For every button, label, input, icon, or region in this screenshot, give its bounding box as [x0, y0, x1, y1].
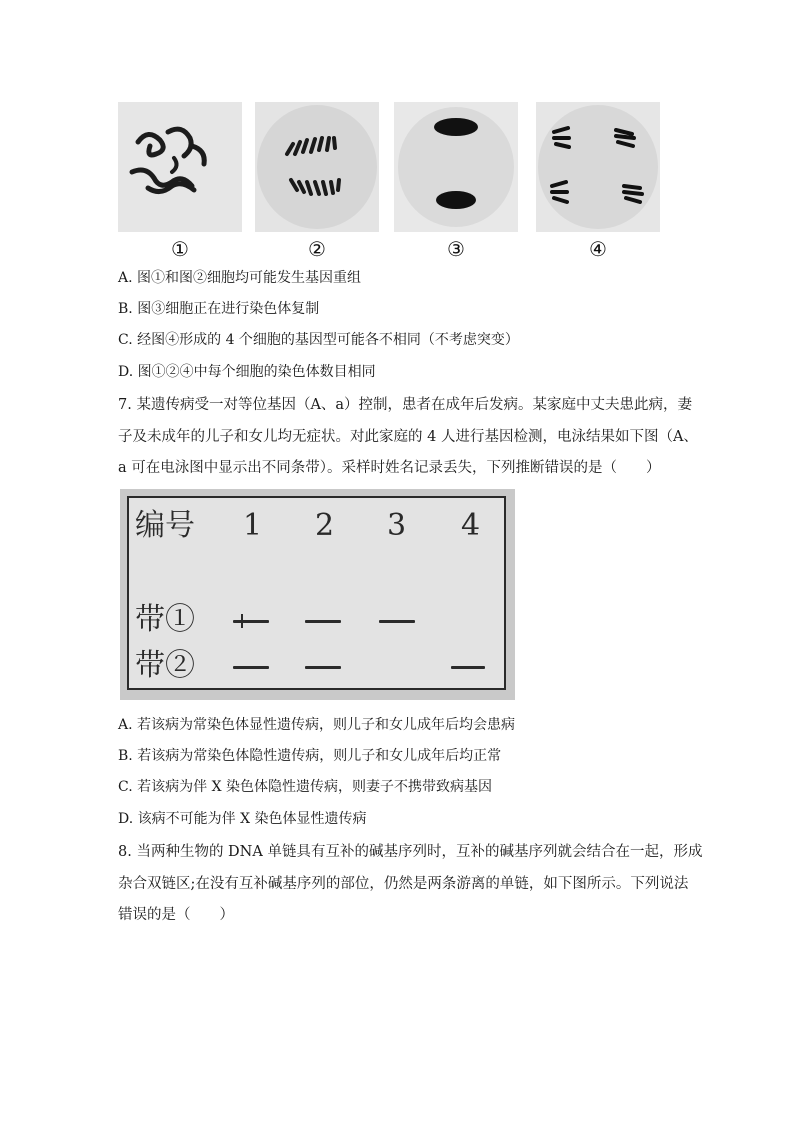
q7-stem-line-2: 子及未成年的儿子和女儿均无症状。对此家庭的 4 人进行基因检测，电泳结果如下图（A、 — [118, 429, 698, 445]
q8-stem-line-3: 错误的是（ ） — [118, 907, 234, 923]
q6-option-d: D. 图①②④中每个细胞的染色体数目相同 — [118, 364, 376, 380]
gel-column-1: 1 — [243, 508, 263, 543]
cell-image-4 — [536, 102, 660, 232]
cell-label-1: ① — [171, 237, 189, 261]
q6-option-b: B. 图③细胞正在进行染色体复制 — [118, 301, 320, 317]
chromosome-tangle-micrograph-icon — [118, 102, 242, 232]
electrophoresis-figure — [120, 489, 515, 700]
gel-header-label: 编号 — [135, 508, 195, 543]
gel-column-4: 4 — [461, 508, 481, 543]
gel-band-row2-col2 — [305, 666, 341, 669]
cell-label-3: ③ — [447, 237, 465, 261]
q7-stem-line-1: 7. 某遗传病受一对等位基因（A、a）控制，患者在成年后发病。某家庭中丈夫患此病，妻 — [118, 397, 693, 413]
gel-band-tick-mark — [241, 614, 243, 628]
q6-option-c: C. 经图④形成的 4 个细胞的基因型可能各不相同（不考虑突变） — [118, 332, 519, 348]
gel-frame — [127, 496, 506, 690]
q8-stem-line-2: 杂合双链区;在没有互补碱基序列的部位，仍然是两条游离的单链，如下图所示。下列说法 — [118, 876, 689, 892]
gel-band-row1-col3 — [379, 620, 415, 623]
gel-column-3: 3 — [387, 508, 407, 543]
gel-band-row1-col2 — [305, 620, 341, 623]
gel-band-row2-col1 — [233, 666, 269, 669]
cell-image-3 — [394, 102, 518, 232]
q7-option-a: A. 若该病为常染色体显性遗传病，则儿子和女儿成年后均会患病 — [118, 717, 516, 733]
q8-stem-line-1: 8. 当两种生物的 DNA 单链具有互补的碱基序列时，互补的碱基序列就会结合在一起，形成 — [118, 844, 703, 860]
gel-row-band-1: 带① — [135, 602, 195, 637]
q7-option-c: C. 若该病为伴 X 染色体隐性遗传病，则妻子不携带致病基因 — [118, 779, 492, 795]
gel-column-2: 2 — [315, 508, 335, 543]
anaphase-four-clusters-micrograph-icon — [536, 102, 660, 232]
q7-option-d: D. 该病不可能为伴 X 染色体显性遗传病 — [118, 811, 367, 827]
cell-label-4: ④ — [589, 237, 607, 261]
anaphase-clusters-micrograph-icon — [394, 102, 518, 232]
cell-division-figure — [118, 102, 666, 262]
gel-band-row2-col4 — [451, 666, 485, 669]
q6-option-a: A. 图①和图②细胞均可能发生基因重组 — [118, 270, 362, 286]
q7-option-b: B. 若该病为常染色体隐性遗传病，则儿子和女儿成年后均正常 — [118, 748, 502, 764]
cell-image-2 — [255, 102, 379, 232]
q7-stem-line-3: a 可在电泳图中显示出不同条带）。采样时姓名记录丢失，下列推断错误的是（ ） — [118, 460, 661, 476]
cell-image-1 — [118, 102, 242, 232]
cell-label-2: ② — [308, 237, 326, 261]
gel-band-row1-col1 — [233, 620, 269, 623]
metaphase-plate-micrograph-icon — [255, 102, 379, 232]
gel-row-band-2: 带② — [135, 648, 195, 683]
